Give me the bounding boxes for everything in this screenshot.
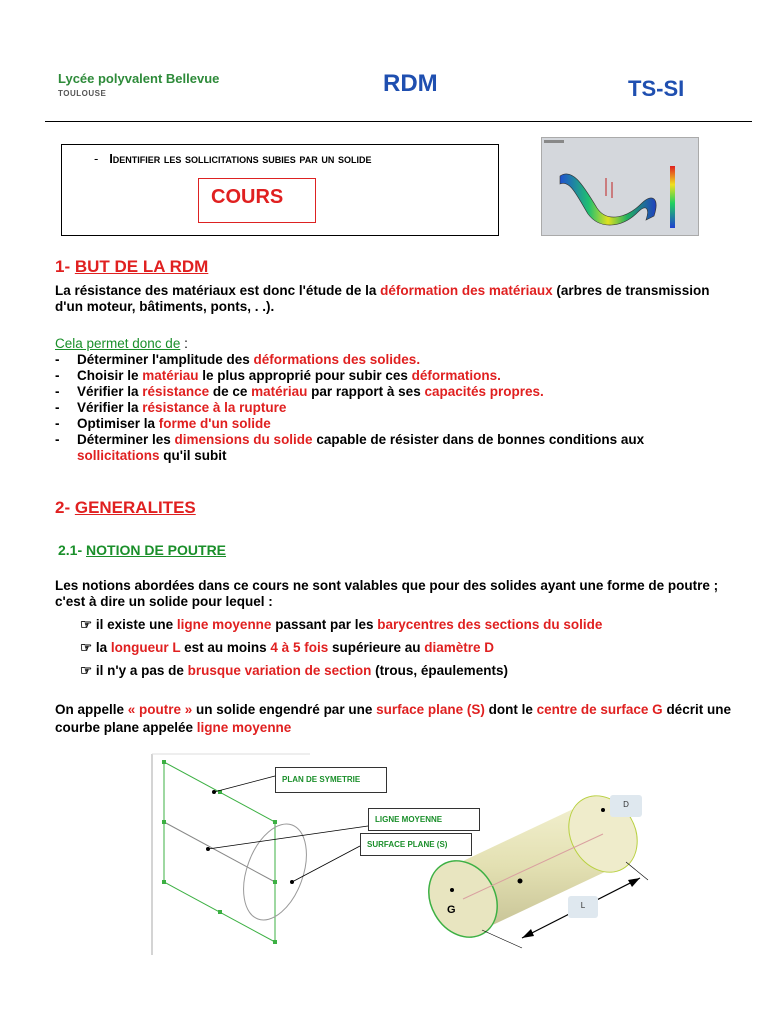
list-item: - Déterminer les dimensions du solide capable de résister dans de bonnes conditions aux sollicitations qu'il subit: [55, 432, 645, 463]
label-g: G: [447, 904, 456, 916]
label-surface-plane: SURFACE PLANE (S): [360, 833, 472, 856]
section1-heading: 1- BUT DE LA RDM: [55, 257, 209, 276]
school-city: TOULOUSE: [58, 89, 107, 98]
cours-badge: COURS: [198, 178, 316, 223]
section1-intro: La résistance des matériaux est donc l'étude de la déformation des matériaux (arbres de transmission d'un moteur, bâtiments, ponts, . .).: [55, 283, 710, 314]
label-plan-symetrie: PLAN DE SYMETRIE: [275, 767, 387, 793]
list-item: - Vérifier la résistance de ce matériau par rapport à ses capacités propres.: [55, 384, 544, 399]
list-item: - Choisir le matériau le plus approprié pour subir ces déformations.: [55, 368, 501, 383]
permet-line: Cela permet donc de :: [55, 336, 188, 351]
class-title: TS-SI: [628, 76, 685, 101]
subsection-heading: 2.1- NOTION DE POUTRE: [58, 542, 227, 558]
section2-heading: 2- GENERALITES: [55, 498, 196, 517]
beam-definition: On appelle « poutre » un solide engendré par une surface plane (S) dont le centre de surface G décrit une courbe plane appelée ligne moyenne: [55, 702, 731, 735]
label-d: D: [610, 795, 642, 817]
list-item: - Optimiser la forme d'un solide: [55, 416, 271, 431]
objective-text: - Identifier les sollicitations subies par un solide: [94, 151, 372, 166]
bullet-item: ☞ il existe une ligne moyenne passant par les barycentres des sections du solide: [80, 617, 603, 632]
header-divider: [45, 121, 752, 122]
list-item: - Vérifier la résistance à la rupture: [55, 400, 287, 415]
label-l: L: [568, 896, 598, 918]
bullet-item: ☞ il n'y a pas de brusque variation de section (trous, épaulements): [80, 663, 508, 678]
school-name: Lycée polyvalent Bellevue: [58, 71, 220, 86]
list-item: - Déterminer l'amplitude des déformations des solides.: [55, 352, 421, 367]
section2-intro: Les notions abordées dans ce cours ne sont valables que pour des solides ayant une forme de poutre ; c'est à dire un solide pour lequel :: [55, 578, 719, 609]
fea-simulation-image: [541, 137, 699, 236]
label-ligne-moyenne: LIGNE MOYENNE: [368, 808, 480, 831]
bullet-item: ☞ la longueur L est au moins 4 à 5 fois supérieure au diamètre D: [80, 640, 495, 655]
subject-title: RDM: [383, 70, 438, 97]
